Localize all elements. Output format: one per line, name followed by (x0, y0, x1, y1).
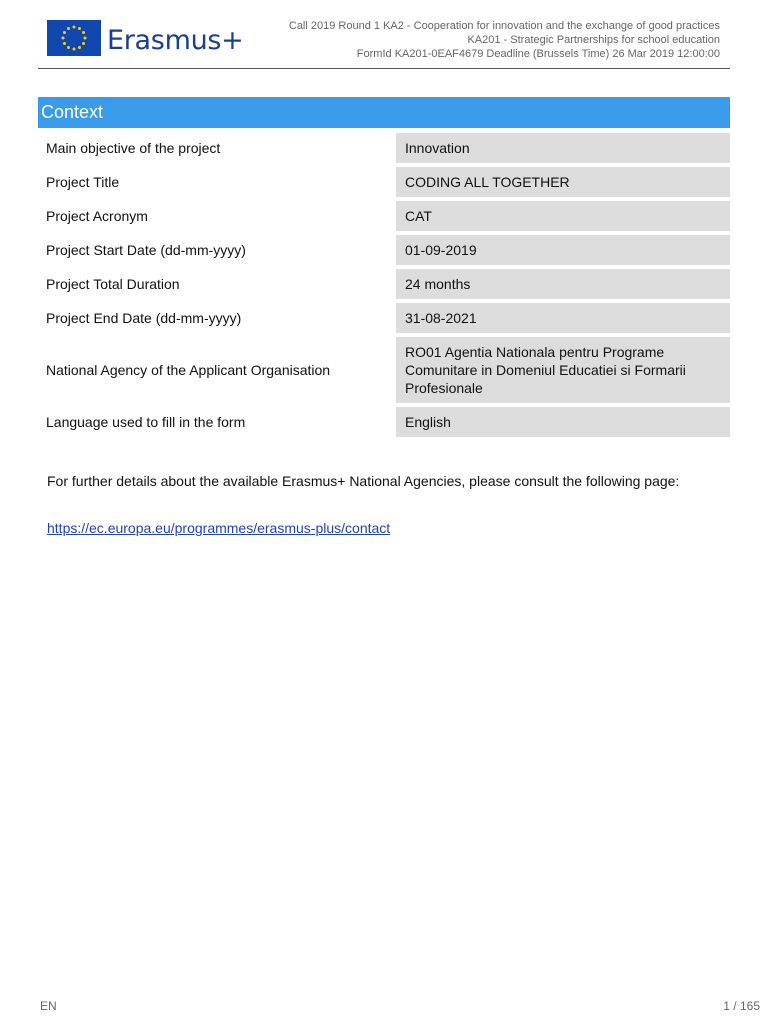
field-label: Project Title (46, 174, 120, 190)
national-agencies-link[interactable]: https://ec.europa.eu/programmes/erasmus-plus/contact (47, 520, 391, 536)
table-row (38, 133, 730, 163)
flag-star-icon (82, 31, 85, 34)
flag-star-icon (62, 37, 65, 40)
table-row (38, 407, 730, 437)
table-row (38, 303, 730, 333)
brand-name: Erasmus+ (107, 25, 244, 56)
field-value: CAT (392, 201, 730, 231)
field-label: Project Start Date (dd-mm-yyyy) (46, 242, 246, 258)
flag-star-icon (84, 37, 87, 40)
national-agencies-note: For further details about the available Erasmus+ National Agencies, please consult the following page: (47, 473, 680, 489)
page-number: 1 / 165 (723, 999, 760, 1013)
flag-star-icon (67, 46, 70, 49)
flag-star-icon (78, 27, 81, 30)
header-divider (38, 68, 730, 69)
field-value: RO01 Agentia Nationala pentru Programe Comunitare in Domeniul Educatiei si Formarii Profesionale (392, 337, 730, 403)
field-value: 01-09-2019 (392, 235, 730, 265)
field-label: Project Total Duration (46, 276, 180, 292)
field-value: CODING ALL TOGETHER (392, 167, 730, 197)
eu-flag-icon (47, 20, 101, 56)
table-row (38, 235, 730, 265)
footer-language: EN (40, 999, 57, 1013)
flag-star-icon (73, 26, 76, 29)
flag-star-icon (63, 31, 66, 34)
table-row (38, 167, 730, 197)
erasmus-plus-logo (47, 20, 244, 58)
section-title: Context (38, 97, 730, 128)
action-line: KA201 - Strategic Partnerships for school education (467, 34, 720, 46)
field-value: 24 months (392, 269, 730, 299)
field-label: Language used to fill in the form (46, 414, 246, 430)
field-value: 31-08-2021 (392, 303, 730, 333)
field-label: Main objective of the project (46, 140, 221, 156)
field-label: Project Acronym (46, 208, 148, 224)
call-line: Call 2019 Round 1 KA2 - Cooperation for innovation and the exchange of good practices (288, 20, 720, 32)
context-table (38, 129, 730, 441)
table-row (38, 269, 730, 299)
flag-star-icon (82, 42, 85, 45)
field-value: English (392, 407, 730, 437)
form-id-line: FormId KA201-0EAF4679 Deadline (Brussels Time) 26 Mar 2019 12:00:00 (356, 48, 720, 60)
flag-star-icon (67, 27, 70, 30)
field-label: Project End Date (dd-mm-yyyy) (46, 310, 242, 326)
table-row (38, 201, 730, 231)
table-row (38, 337, 730, 403)
field-label: National Agency of the Applicant Organisation (46, 362, 331, 378)
flag-star-icon (63, 42, 66, 45)
flag-star-icon (73, 48, 76, 51)
flag-star-icon (78, 46, 81, 49)
call-info (289, 19, 720, 61)
field-value: Innovation (392, 133, 730, 163)
